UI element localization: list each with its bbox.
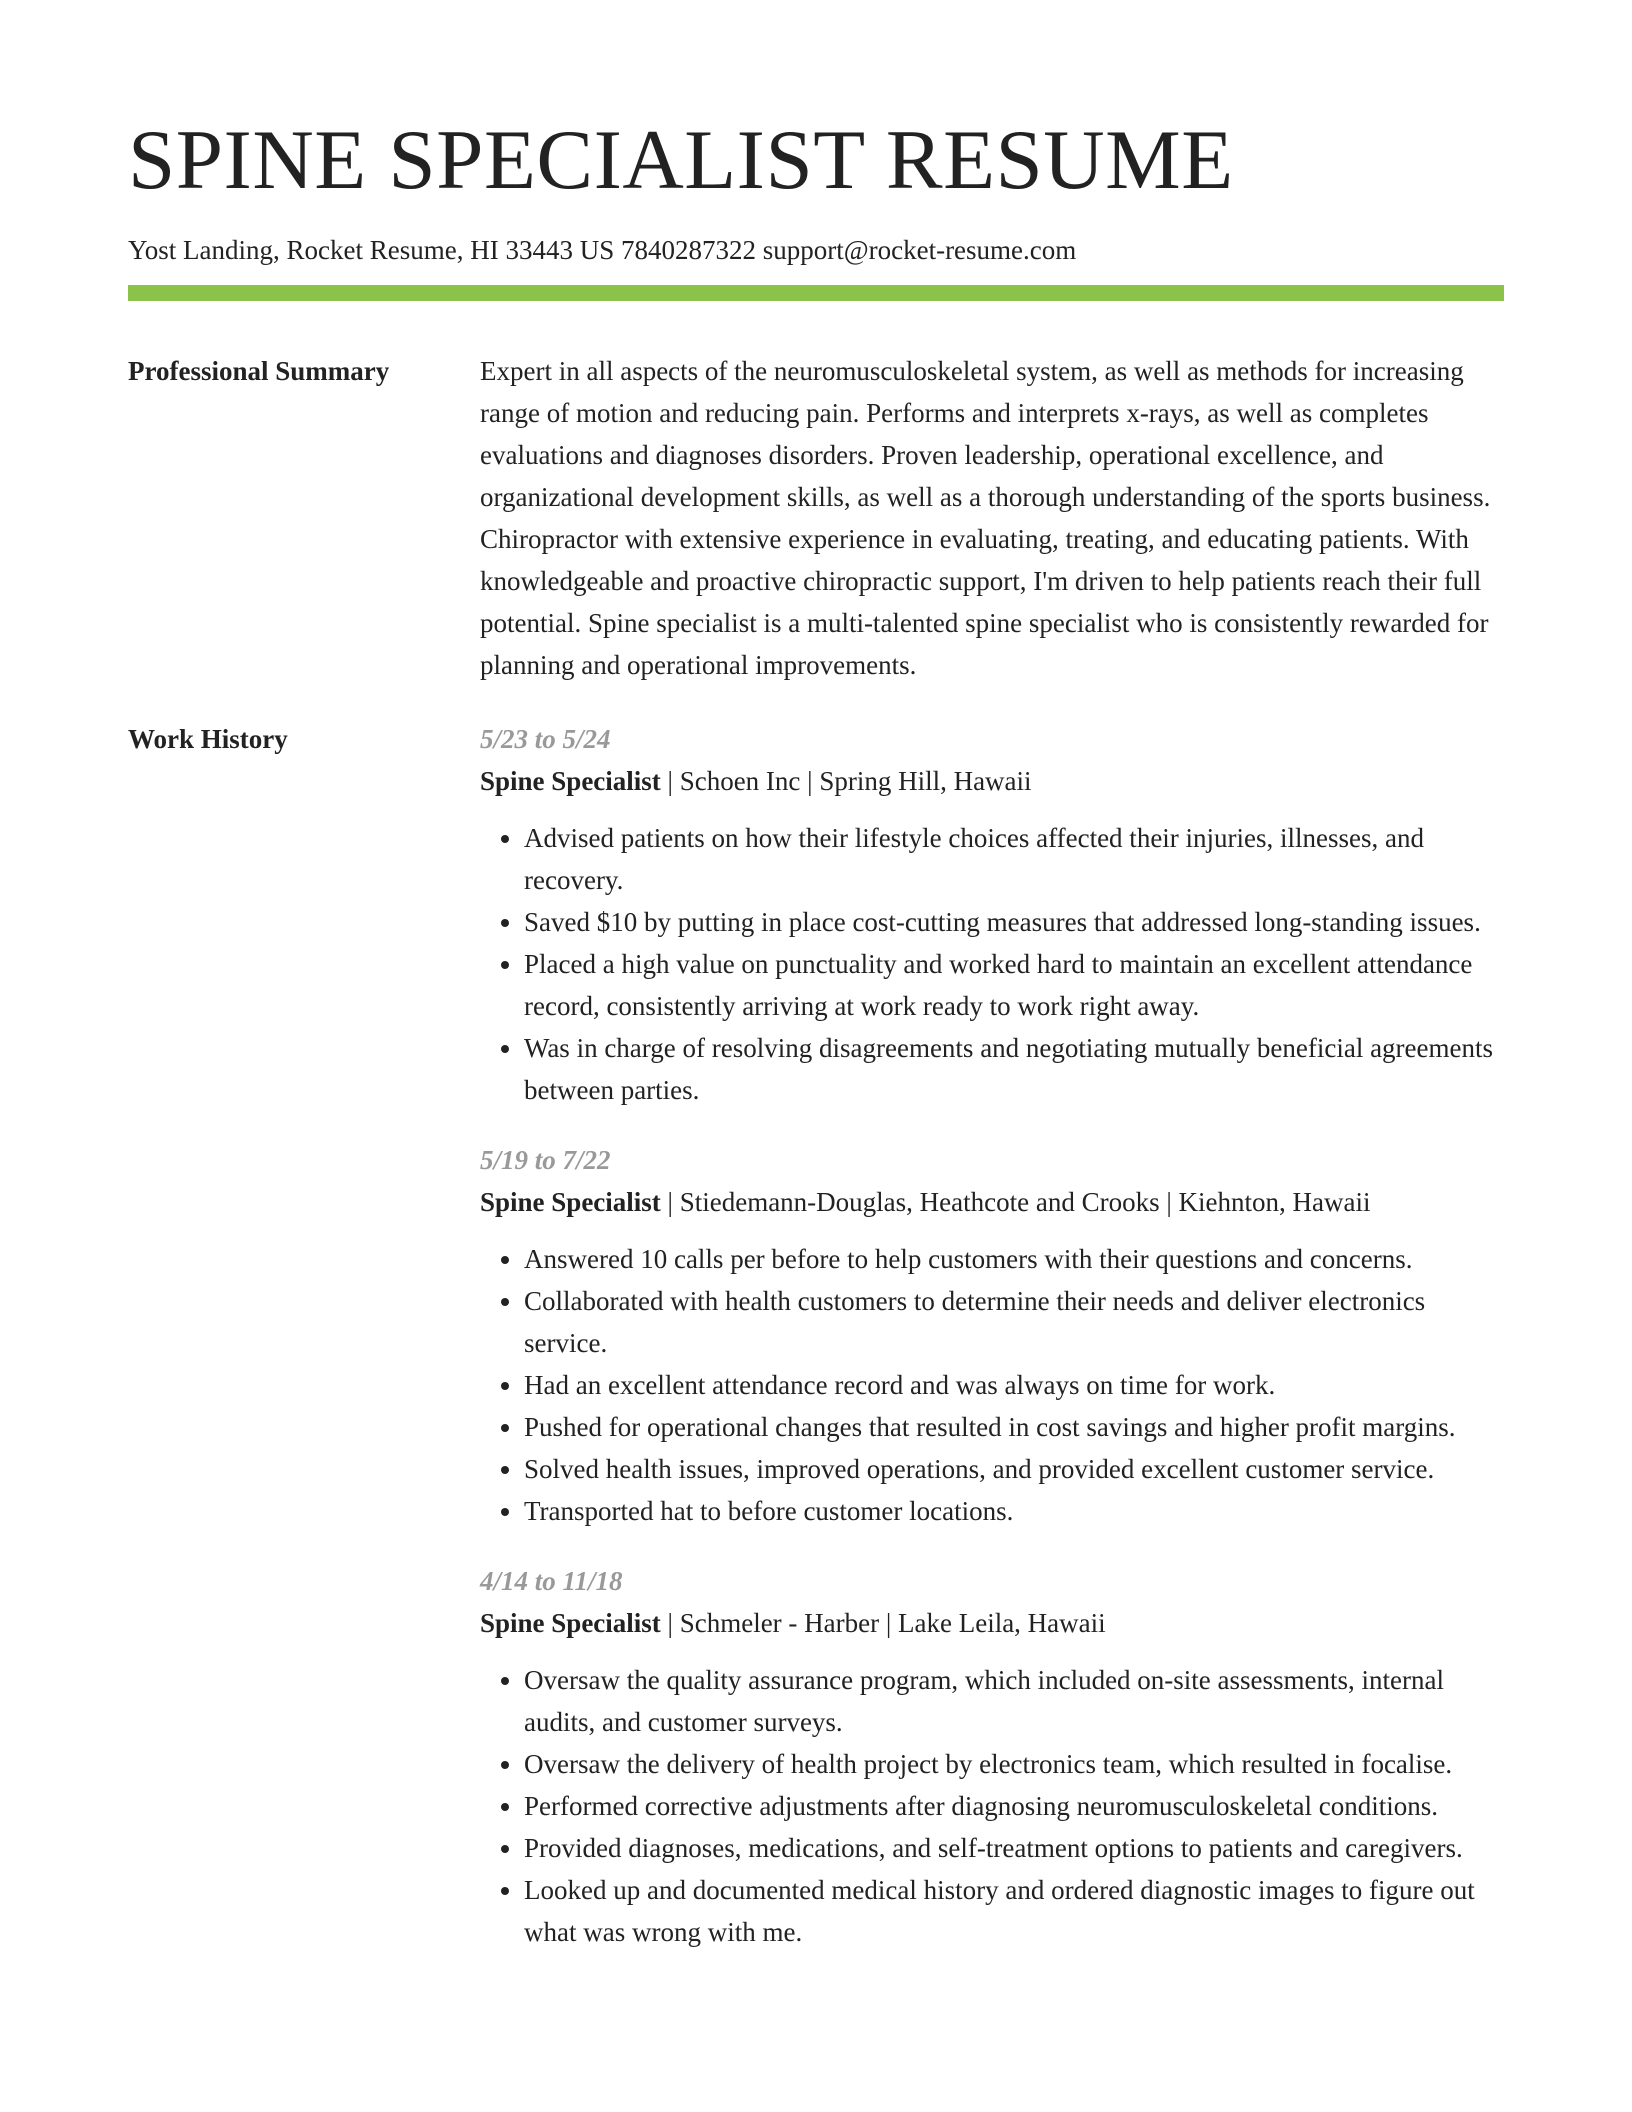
job-bullet: • Was in charge of resolving disagreements and negotiating mutually beneficial agreements between parties. [524,1027,1504,1111]
job-bullet: • Oversaw the delivery of health project by electronics team, which resulted in focalise. [524,1743,1504,1785]
job-employer-location: | Stiedemann-Douglas, Heathcote and Crooks | Kiehnton, Hawaii [660,1187,1371,1217]
job-bullet: • Performed corrective adjustments after diagnosing neuromusculoskeletal conditions. [524,1785,1504,1827]
job-role: Spine Specialist [480,1608,661,1638]
job-dates: 4/14 to 11/18 [480,1566,623,1596]
job-bullet: • Collaborated with health customers to determine their needs and deliver electronics service. [524,1280,1504,1364]
job-heading [480,760,1504,802]
job-bullet: • Placed a high value on punctuality and worked hard to maintain an excellent attendance record, consistently arriving at work ready to work right away. [524,943,1504,1027]
job-bullet: • Had an excellent attendance record and was always on time for work. [524,1364,1504,1406]
work-history-section [480,718,1504,1981]
job-bullet: • Oversaw the quality assurance program, which included on-site assessments, internal audits, and customer surveys. [524,1659,1504,1743]
resume-title: SPINE SPECIALIST RESUME [128,113,1234,207]
job-entry [480,718,1504,1111]
job-entry [480,1560,1504,1953]
job-employer-location: | Schoen Inc | Spring Hill, Hawaii [660,766,1032,796]
professional-summary-text: Expert in all aspects of the neuromusculoskeletal system, as well as methods for increasing range of motion and reducing pain. Performs and interprets x-rays, as well as completes evaluations and diagnoses disorders. Proven leadership, operational excellence, and organizational development skills, as well as a thorough understanding of the sports business. Chiropractor with extensive experience in evaluating, treating, and educating patients. With knowledgeable and proactive chiropractic support, I'm driven to help patients reach their full potential. Spine specialist is a multi-talented spine specialist who is consistently rewarded for planning and operational improvements. [480,356,1491,680]
job-bullet: • Answered 10 calls per before to help customers with their questions and concerns. [524,1238,1504,1280]
job-bullet-list [480,817,1504,1111]
section-label-work-history: Work History [128,724,288,754]
contact-line: Yost Landing, Rocket Resume, HI 33443 US 7840287322 support@rocket-resume.com [128,235,1077,265]
job-bullet: • Transported hat to before customer locations. [524,1490,1504,1532]
header-accent-rule [128,285,1504,301]
job-heading [480,1602,1504,1644]
job-bullet: • Looked up and documented medical history and ordered diagnostic images to figure out what was wrong with me. [524,1869,1504,1953]
job-bullet: • Saved $10 by putting in place cost-cutting measures that addressed long-standing issues. [524,901,1504,943]
job-employer-location: | Schmeler - Harber | Lake Leila, Hawaii [660,1608,1106,1638]
job-role: Spine Specialist [480,1187,661,1217]
section-label-professional-summary: Professional Summary [128,356,390,386]
job-bullet-list [480,1659,1504,1953]
job-bullet: • Pushed for operational changes that resulted in cost savings and higher profit margins. [524,1406,1504,1448]
job-role: Spine Specialist [480,766,661,796]
job-bullet: • Solved health issues, improved operations, and provided excellent customer service. [524,1448,1504,1490]
job-heading [480,1181,1504,1223]
job-bullet-list [480,1238,1504,1532]
job-dates: 5/19 to 7/22 [480,1145,611,1175]
job-entry [480,1139,1504,1532]
job-dates: 5/23 to 5/24 [480,724,611,754]
job-bullet: • Provided diagnoses, medications, and self-treatment options to patients and caregivers. [524,1827,1504,1869]
job-bullet: • Advised patients on how their lifestyle choices affected their injuries, illnesses, and recovery. [524,817,1504,901]
